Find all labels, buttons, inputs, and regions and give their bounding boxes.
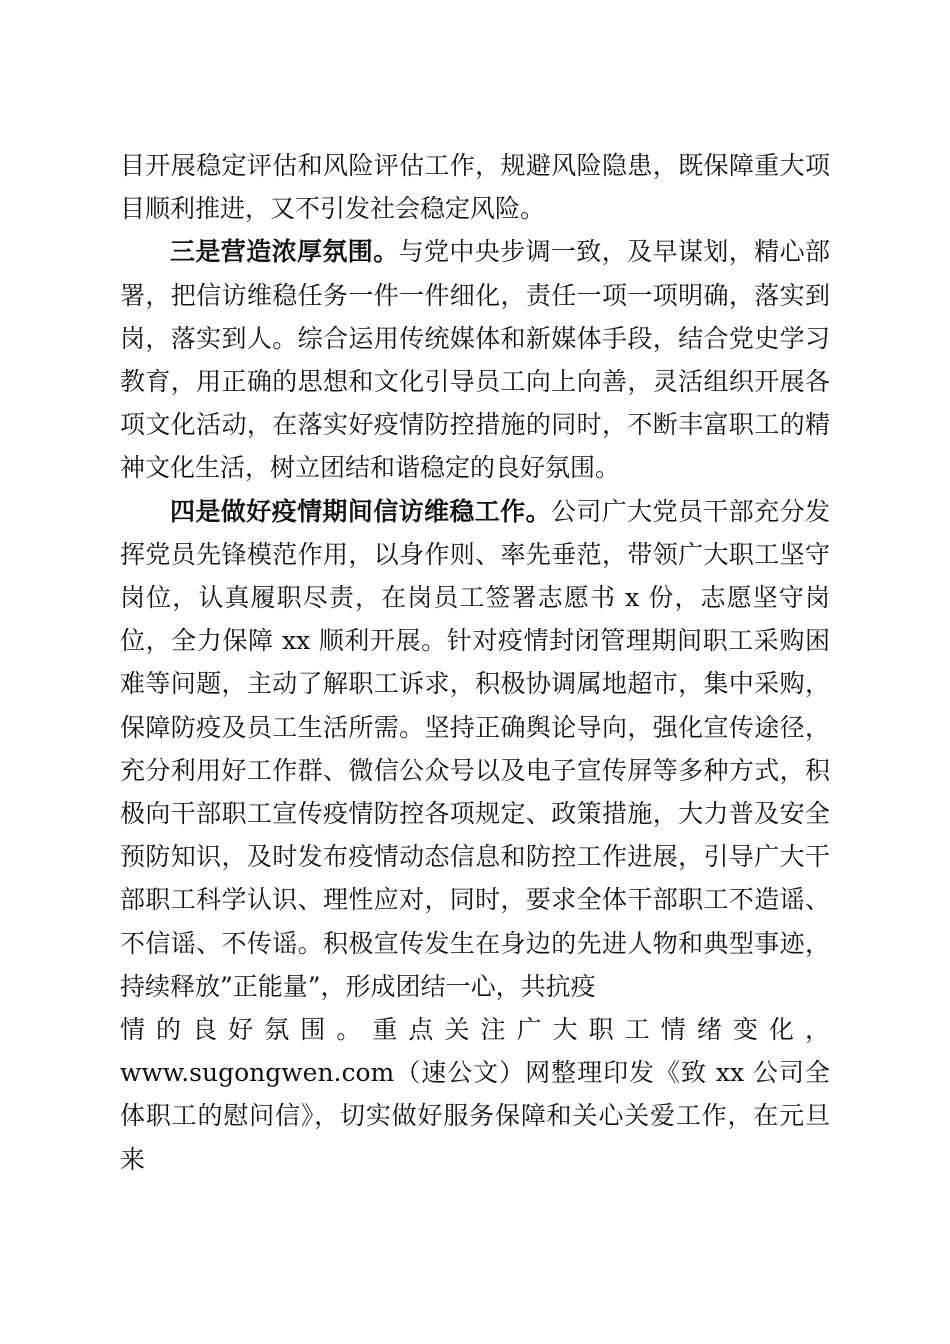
paragraph-epidemic-part-a [120, 490, 830, 1008]
paragraph-lead: 三是营造浓厚氛围。 [170, 237, 399, 267]
spaced-line: 情的良好氛围。重点关注广大职工情绪变化， [120, 1015, 830, 1045]
paragraph-epidemic-part-b [120, 1008, 830, 1051]
paragraph-continuation [120, 144, 830, 230]
paragraph-epidemic [120, 490, 830, 1181]
paragraph-lead: 四是做好疫情期间信访维稳工作。 [170, 496, 551, 526]
document-body [120, 144, 830, 1181]
paragraph-text: 公司广大党员干部充分发挥党员先锋模范作用，以身作则、率先垂范，带领广大职工坚守岗位，认真履职尽责，在岗员工签署志愿书 x 份，志愿坚守岗位，全力保障 xx 顺利开展。针对疫情封闭管理期间职工采购困难等问题，主动了解职工诉求，积极协调属地超市，集中采购，保障防疫及员工生活所需。坚持正确舆论导向，强化宣传途径，充分利用好工作群、微信公众号以及电子宣传屏等多种方式，积极向干部职工宣传疫情防控各项规定、政策措施，大力普及安全预防知识，及时发布疫情动态信息和防控工作进展，引导广大干部职工科学认识、理性应对，同时，要求全体干部职工不造谣、不信谣、不传谣。积极宣传发生在身边的先进人物和典型事迹，持续释放”正能量”，形成团结一心，共抗疫 [120, 496, 830, 1001]
paragraph-text: 目开展稳定评估和风险评估工作，规避风险隐患，既保障重大项目顺利推进，又不引发社会稳定风险。 [120, 151, 830, 224]
paragraph-text: 与党中央步调一致，及早谋划，精心部署，把信访维稳任务一件一件细化，责任一项一项明确，落实到岗，落实到人。综合运用传统媒体和新媒体手段，结合党史学习教育，用正确的思想和文化引导员工向上向善，灵活组织开展各项文化活动，在落实好疫情防控措施的同时，不断丰富职工的精神文化生活，树立团结和谐稳定的良好氛围。 [120, 237, 830, 483]
paragraph-text: www.sugongwen.com（速公文）网整理印发《致 xx 公司全体职工的慰问信》，切实做好服务保障和关心关爱工作，在元旦来 [120, 1058, 830, 1174]
paragraph-atmosphere [120, 230, 830, 489]
paragraph-epidemic-part-c [120, 1051, 830, 1181]
